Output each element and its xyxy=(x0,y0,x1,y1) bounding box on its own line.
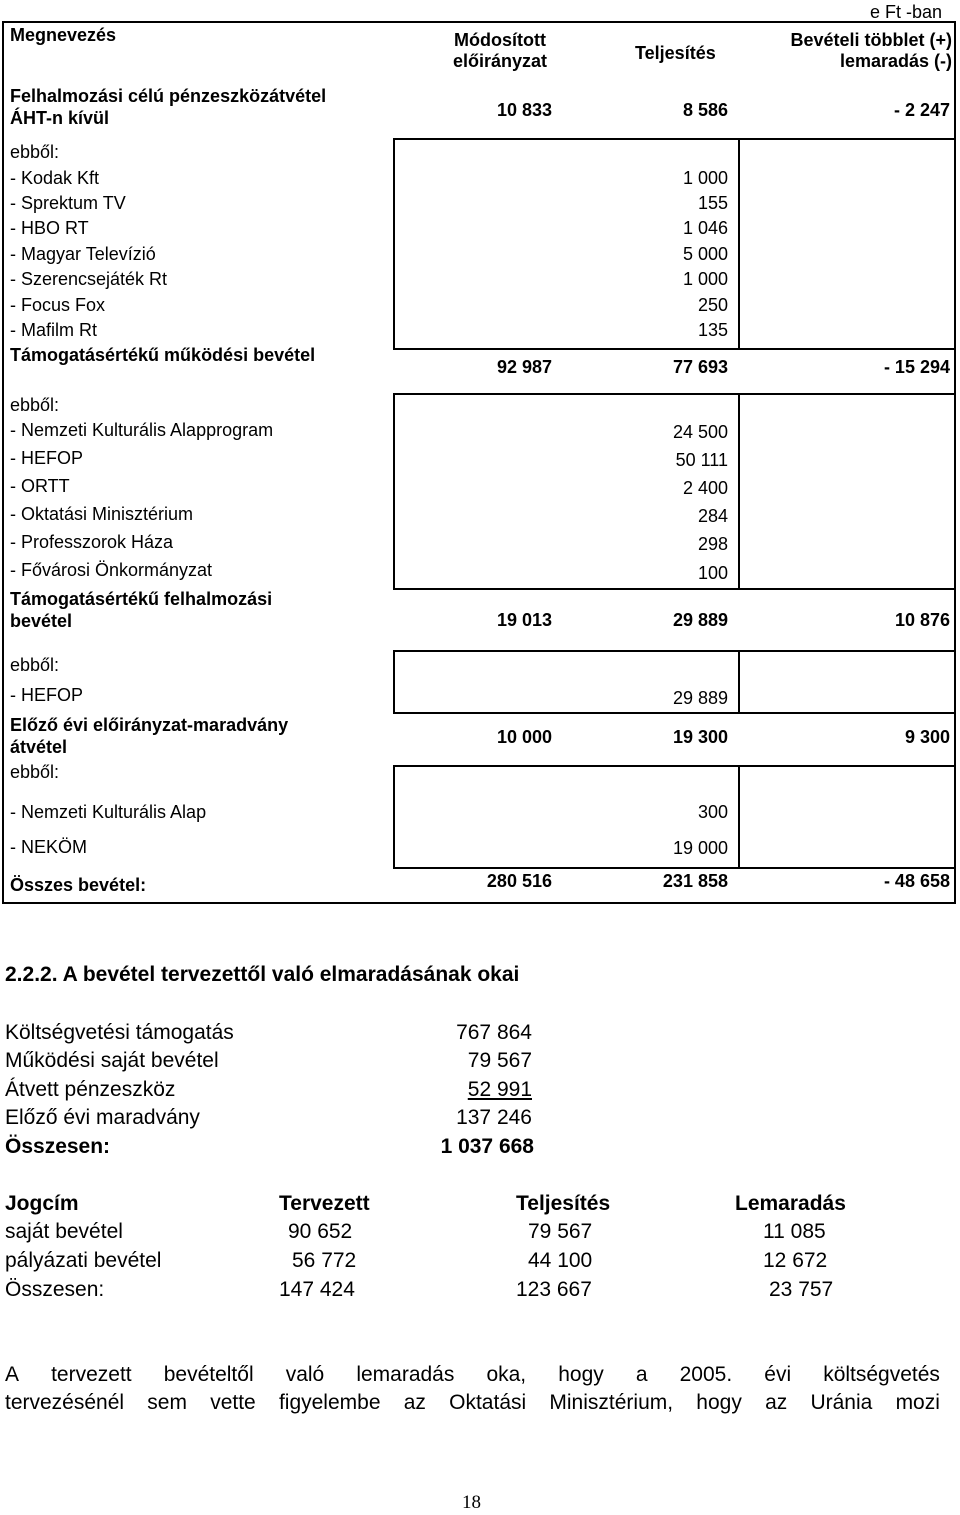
cell-perf: 1 000 xyxy=(682,168,728,188)
cell-perf: 50 111 xyxy=(675,450,728,470)
jogcim-cell: 147 424 xyxy=(279,1278,355,1301)
cell-perf: 19 300 xyxy=(672,727,728,747)
summary-label: Költségvetési támogatás xyxy=(5,1021,234,1044)
row-label: Támogatásértékű működési bevétel xyxy=(10,345,316,365)
row-label: - Mafilm Rt xyxy=(10,320,97,340)
jogcim-cell: 23 757 xyxy=(769,1278,834,1301)
cell-perf: 231 858 xyxy=(662,871,728,891)
summary-value: 52 991 xyxy=(467,1078,532,1101)
row-label: ebből: xyxy=(10,762,60,782)
jogcim-header: Lemaradás xyxy=(735,1192,846,1215)
paragraph-word: tervezett xyxy=(51,1363,132,1386)
row-label: - Fővárosi Önkormányzat xyxy=(10,560,213,580)
cell-perf: 298 xyxy=(697,534,728,554)
row-label: - Professzorok Háza xyxy=(10,532,174,552)
jogcim-header: Tervezett xyxy=(279,1192,370,1215)
row-label: - Focus Fox xyxy=(10,295,106,315)
paragraph-word: évi xyxy=(764,1363,792,1386)
paragraph-word: figyelembe xyxy=(278,1391,381,1414)
jogcim-cell: 11 085 xyxy=(763,1220,826,1243)
row-label: - HBO RT xyxy=(10,218,89,238)
cell-mod: 19 013 xyxy=(496,610,552,630)
paragraph-word: sem xyxy=(147,1391,187,1414)
jogcim-cell: 56 772 xyxy=(292,1249,357,1272)
paragraph-word: költségvetés xyxy=(823,1363,940,1386)
paragraph-word: Minisztérium, xyxy=(549,1391,674,1414)
summary-total-value: 1 037 668 xyxy=(440,1135,534,1158)
summary-value: 79 567 xyxy=(467,1049,532,1072)
jogcim-cell: 90 652 xyxy=(288,1220,353,1243)
jogcim-cell: 12 672 xyxy=(763,1249,828,1272)
row-label: Összes bevétel: xyxy=(10,875,147,895)
row-label: ebből: xyxy=(10,395,60,415)
row-label: - Szerencsejáték Rt xyxy=(10,269,168,289)
cell-perf: 8 586 xyxy=(682,100,728,120)
section-title: 2.2.2. A bevétel tervezettől való elmaradásának okai xyxy=(5,963,520,986)
row-label: - Sprektum TV xyxy=(10,193,126,213)
paragraph-word: az xyxy=(403,1391,426,1414)
row-label: - Nemzeti Kulturális Alapprogram xyxy=(10,420,274,440)
jogcim-cell: pályázati bevétel xyxy=(5,1249,162,1272)
cell-perf: 1 000 xyxy=(682,269,728,289)
paragraph-word: Oktatási xyxy=(449,1391,527,1414)
header-modified: Módosított előirányzat xyxy=(452,30,548,71)
paragraph-word: való xyxy=(285,1363,325,1386)
row-label: - NEKÖM xyxy=(10,837,88,857)
paragraph-word: Uránia xyxy=(810,1391,873,1414)
cell-mod: 10 000 xyxy=(496,727,552,747)
row-label: ebből: xyxy=(10,142,60,162)
row-label: - HEFOP xyxy=(10,685,84,705)
unit-note: e Ft -ban xyxy=(869,2,942,22)
jogcim-header: Jogcím xyxy=(5,1192,79,1215)
summary-value: 767 864 xyxy=(456,1021,532,1044)
cell-diff: - 48 658 xyxy=(883,871,950,891)
summary-total-label: Összesen: xyxy=(5,1135,111,1158)
summary-value: 137 246 xyxy=(456,1106,532,1129)
paragraph-word: 2005. xyxy=(679,1363,733,1386)
jogcim-cell: Összesen: xyxy=(5,1278,105,1301)
cell-perf: 155 xyxy=(697,193,728,213)
cell-perf: 1 046 xyxy=(682,218,728,238)
paragraph-word: lemaradás xyxy=(356,1363,455,1386)
cell-perf: 5 000 xyxy=(682,244,728,264)
paragraph-word: az xyxy=(765,1391,788,1414)
cell-perf: 19 000 xyxy=(672,838,728,858)
cell-perf: 29 889 xyxy=(672,688,728,708)
cell-perf: 29 889 xyxy=(672,610,728,630)
cell-diff: 9 300 xyxy=(904,727,950,747)
cell-mod: 92 987 xyxy=(496,357,552,377)
jogcim-header: Teljesítés xyxy=(516,1192,611,1215)
summary-label: Működési saját bevétel xyxy=(5,1049,219,1072)
cell-perf: 135 xyxy=(697,320,728,340)
paragraph-word: A xyxy=(5,1363,20,1386)
cell-perf: 2 400 xyxy=(682,478,728,498)
row-label: - Oktatási Minisztérium xyxy=(10,504,194,524)
row-label: - ORTT xyxy=(10,476,70,496)
header-performance: Teljesítés xyxy=(635,43,716,63)
jogcim-cell: 44 100 xyxy=(528,1249,593,1272)
cell-diff: - 15 294 xyxy=(883,357,950,377)
paragraph-word: oka, xyxy=(486,1363,527,1386)
paragraph-word: hogy xyxy=(558,1363,604,1386)
row-label: Előző évi előirányzat-maradvány átvétel xyxy=(10,715,289,757)
row-label: - Nemzeti Kulturális Alap xyxy=(10,802,207,822)
paragraph-word: hogy xyxy=(696,1391,742,1414)
page-number: 18 xyxy=(462,1492,481,1513)
row-label: Támogatásértékű felhalmozási bevétel xyxy=(10,589,273,631)
row-label: - HEFOP xyxy=(10,448,84,468)
paragraph-word: vette xyxy=(210,1391,256,1414)
cell-perf: 284 xyxy=(697,506,728,526)
row-label: - Magyar Televízió xyxy=(10,244,156,264)
paragraph-word: tervezésénél xyxy=(5,1391,125,1414)
paragraph-line xyxy=(5,1363,940,1387)
summary-label: Átvett pénzeszköz xyxy=(5,1078,176,1101)
cell-perf: 77 693 xyxy=(672,357,728,377)
cell-perf: 100 xyxy=(697,563,728,583)
cell-mod: 10 833 xyxy=(496,100,552,120)
cell-perf: 300 xyxy=(697,802,728,822)
jogcim-cell: 123 667 xyxy=(516,1278,592,1301)
jogcim-cell: 79 567 xyxy=(528,1220,593,1243)
header-difference: Bevételi többlet (+) lemaradás (-) xyxy=(790,30,952,71)
cell-perf: 250 xyxy=(697,295,728,315)
paragraph-word: mozi xyxy=(895,1391,940,1414)
summary-label: Előző évi maradvány xyxy=(5,1106,200,1129)
header-name: Megnevezés xyxy=(10,25,117,45)
paragraph-line xyxy=(5,1391,940,1415)
row-label: - Kodak Kft xyxy=(10,168,100,188)
jogcim-cell: saját bevétel xyxy=(5,1220,123,1243)
cell-diff: 10 876 xyxy=(894,610,950,630)
cell-diff: - 2 247 xyxy=(893,100,950,120)
paragraph-word: bevételtől xyxy=(163,1363,254,1386)
row-label: ebből: xyxy=(10,655,60,675)
paragraph-word: a xyxy=(635,1363,648,1386)
cell-perf: 24 500 xyxy=(672,422,728,442)
cell-mod: 280 516 xyxy=(486,871,552,891)
row-label: Felhalmozási célú pénzeszközátvétel ÁHT-n kívül xyxy=(10,86,327,128)
